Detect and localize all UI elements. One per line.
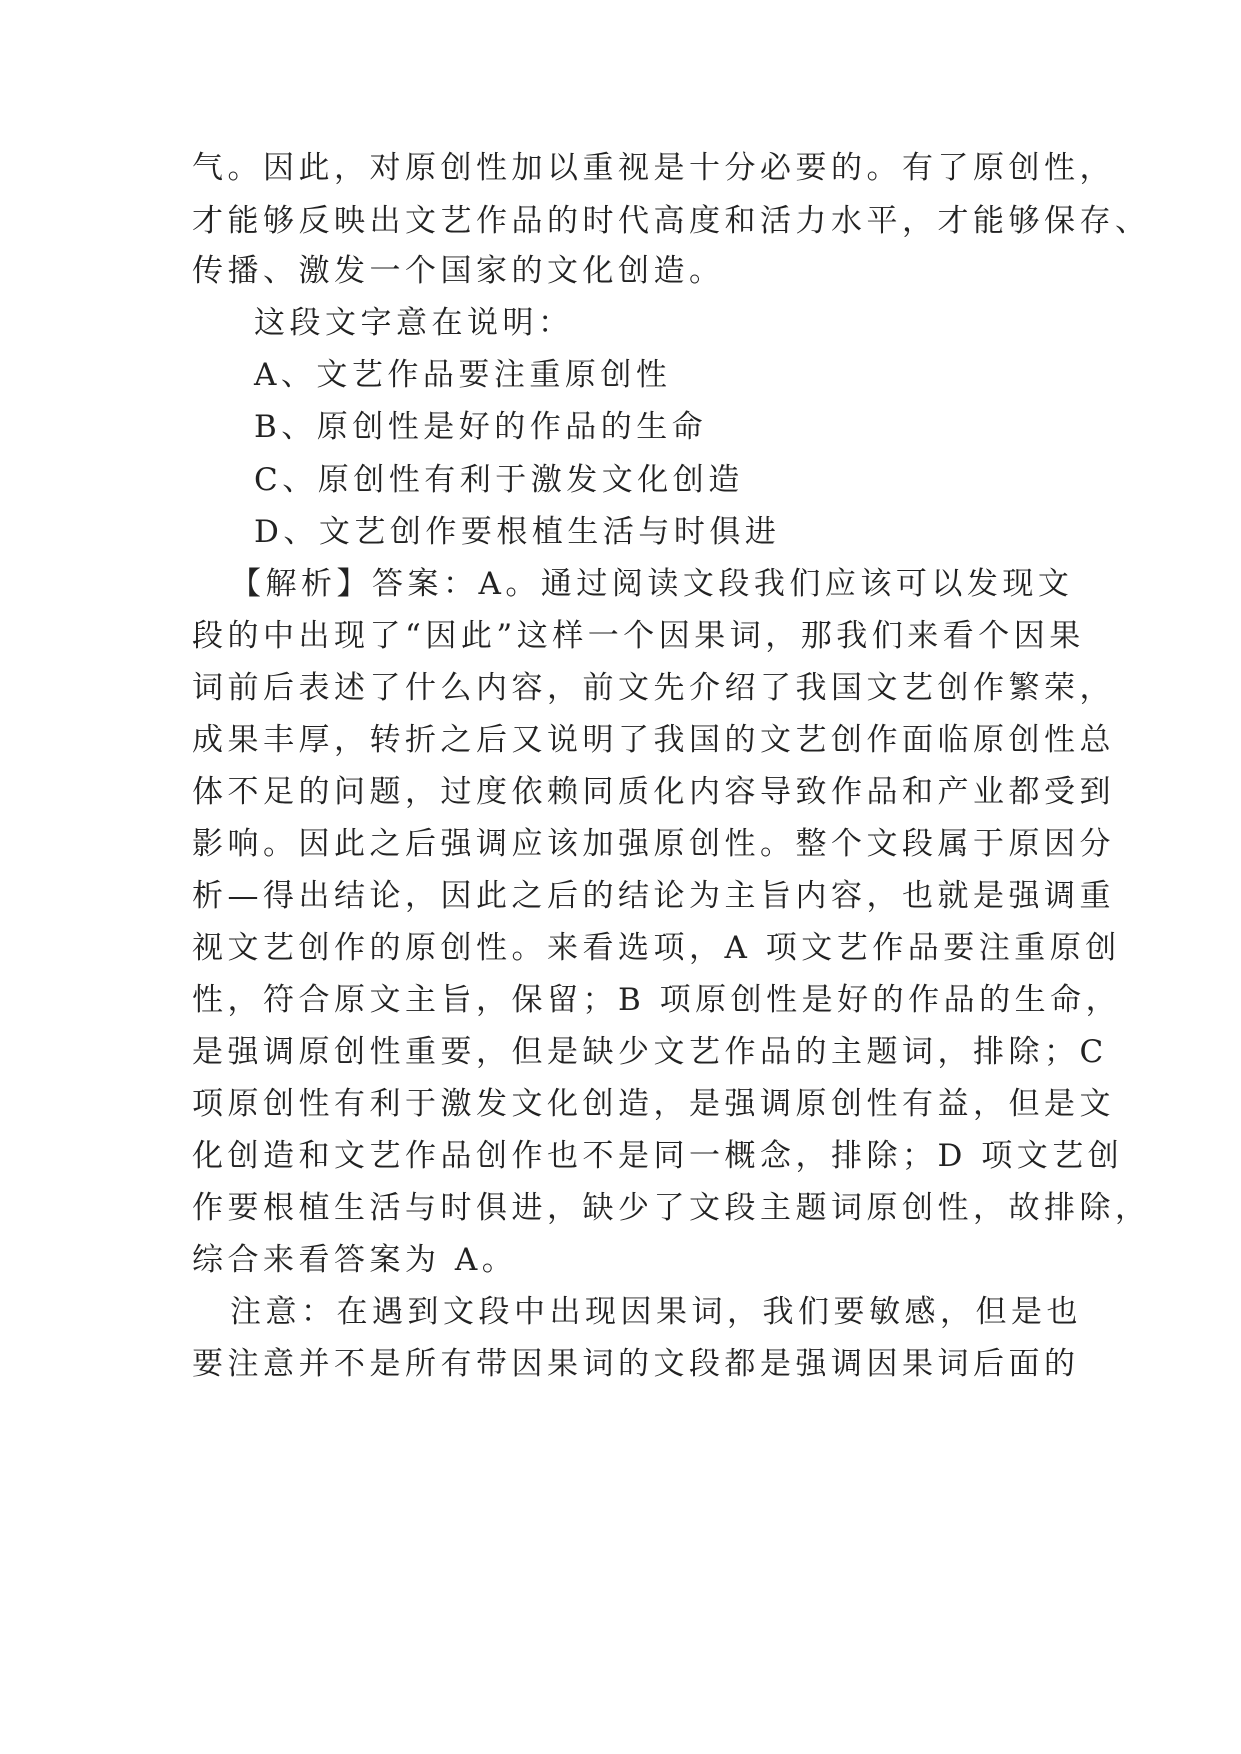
analysis-line: 是强调原创性重要，但是缺少文艺作品的主题词，排除；C [192,1034,1108,1070]
analysis-line: 综合来看答案为 A。 [192,1242,518,1278]
analysis-line: 项原创性有利于激发文化创造，是强调原创性有益，但是文 [192,1086,1115,1122]
analysis-line: 段的中出现了“因此”这样一个因果词，那我们来看个因果 [192,618,1085,654]
paragraph-line: 传播、激发一个国家的文化创造。 [192,253,725,289]
analysis-line: 化创造和文艺作品创作也不是同一概念，排除；D 项文艺创 [192,1138,1124,1174]
note-line: 注意：在遇到文段中出现因果词，我们要敏感，但是也 [230,1294,1082,1330]
analysis-line: 视文艺创作的原创性。来看选项，A 项文艺作品要注重原创 [192,930,1121,966]
analysis-line: 体不足的问题，过度依赖同质化内容导致作品和产业都受到 [192,774,1115,810]
analysis-line: 成果丰厚，转折之后又说明了我国的文艺创作面临原创性总 [192,722,1115,758]
analysis-line: 词前后表述了什么内容，前文先介绍了我国文艺创作繁荣， [192,670,1115,706]
analysis-line: 影响。因此之后强调应该加强原创性。整个文段属于原因分 [192,826,1115,862]
analysis-line: 析—得出结论，因此之后的结论为主旨内容，也就是强调重 [192,878,1115,914]
analysis-heading-line: 【解析】答案：A。通过阅读文段我们应该可以发现文 [230,566,1074,602]
paragraph-line: 才能够反映出文艺作品的时代高度和活力水平，才能够保存、 [192,203,1151,239]
paragraph-line: 气。因此，对原创性加以重视是十分必要的。有了原创性， [192,150,1115,186]
option-c: C、原创性有利于激发文化创造 [254,462,744,498]
analysis-line: 性，符合原文主旨，保留；B 项原创性是好的作品的生命， [192,982,1122,1018]
option-a: A、文艺作品要注重原创性 [254,357,672,393]
note-line: 要注意并不是所有带因果词的文段都是强调因果词后面的 [192,1346,1080,1382]
option-d: D、文艺创作要根植生活与时俱进 [254,514,781,550]
question-prompt: 这段文字意在说明： [254,305,574,341]
analysis-line: 作要根植生活与时俱进，缺少了文段主题词原创性，故排除， [192,1190,1151,1226]
option-b: B、原创性是好的作品的生命 [254,409,708,445]
